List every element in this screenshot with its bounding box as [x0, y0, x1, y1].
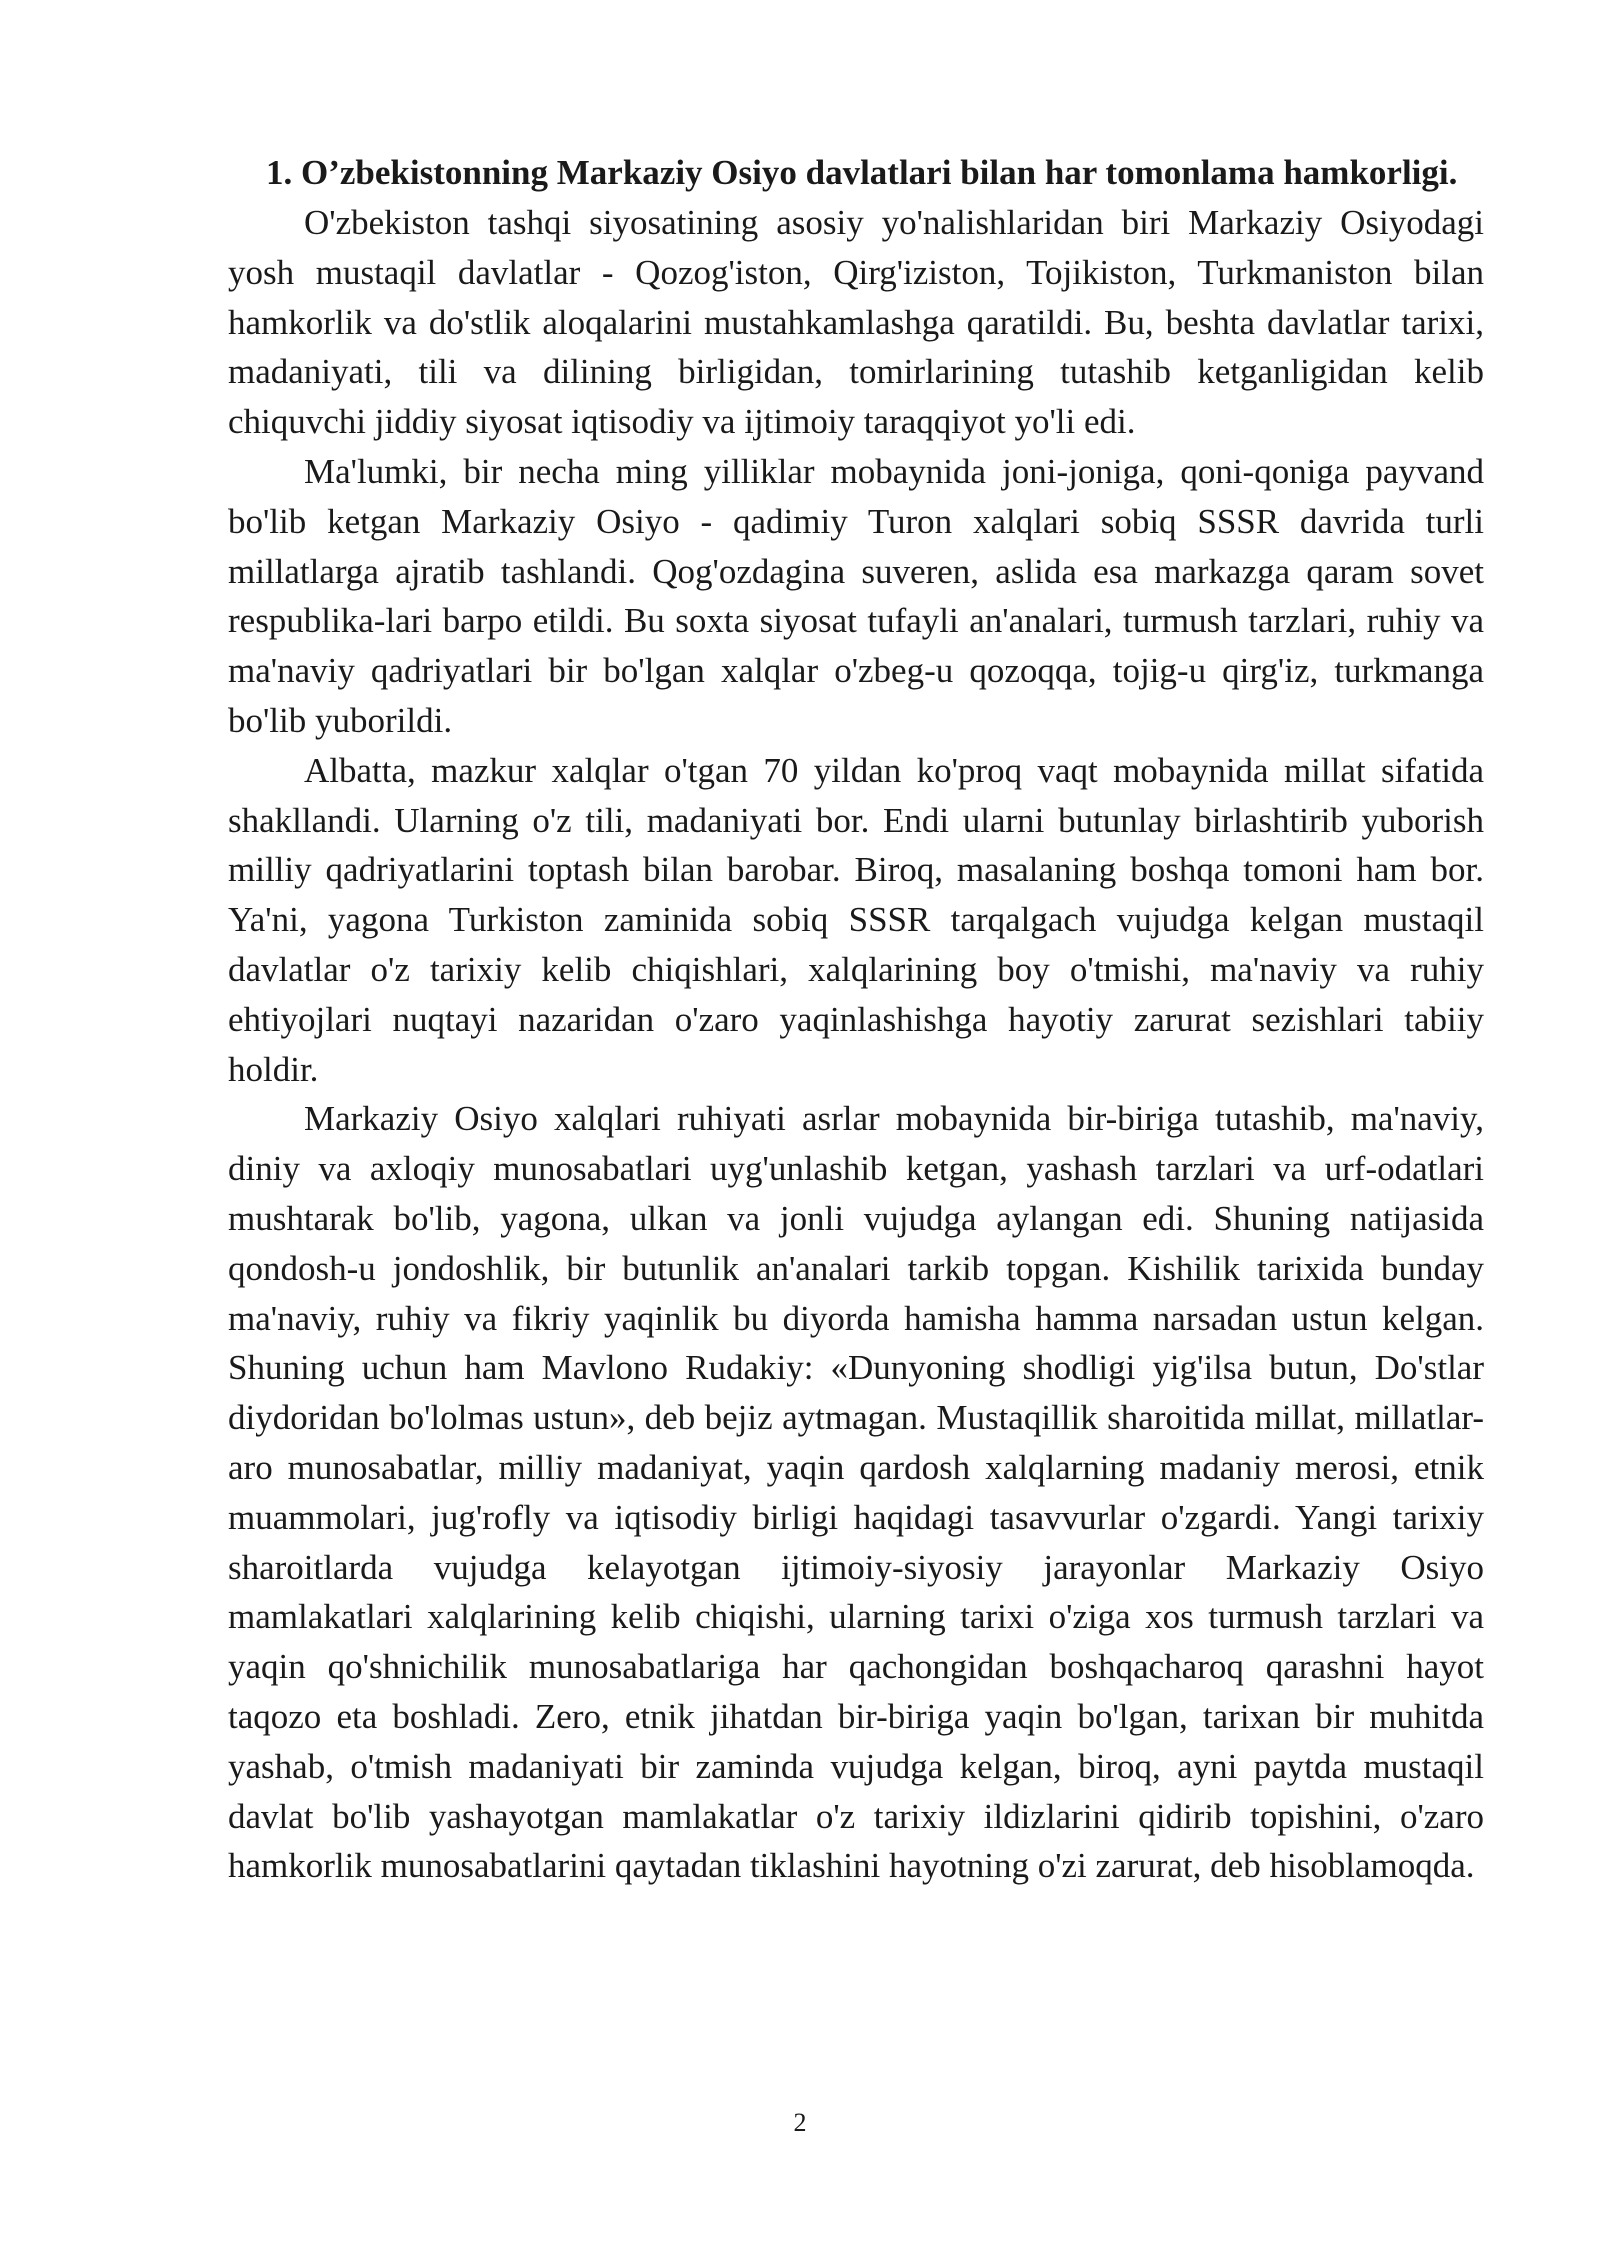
paragraph: O'zbekiston tashqi siyosatining asosiy yo'nalishlaridan biri Markaziy Osiyodagi yosh mustaqil davlatlar - Qozog'iston, Qirg'iziston, Tojikiston, Turkmaniston bilan hamkorlik va do'stlik aloqalarini mustahkamlashga qaratildi. Bu, beshta davlatlar tarixi, madaniyati, tili va dilining birligidan, tomirlarining tutashib ketganligidan kelib chiquvchi jiddiy siyosat iqtisodiy va ijtimoiy taraqqiyot yo'li edi. — [228, 203, 1484, 442]
page-number: 2 — [793, 2108, 807, 2137]
section-heading: 1. O’zbekistonning Markaziy Osiyo davlatlari bilan har tomonlama hamkorligi. — [266, 153, 1458, 192]
document-page — [228, 148, 1484, 1891]
paragraph: Ma'lumki, bir necha ming yilliklar mobaynida joni-joniga, qoni-qoniga payvand bo'lib ketgan Markaziy Osiyo - qadimiy Turon xalqlari sobiq SSSR davrida turli millatlarga ajratib tashlandi. Qog'ozdagina suveren, aslida esa markazga qaram sovet respublika-lari barpo etildi. Bu soxta siyosat tufayli an'analari, turmush tarzlari, ruhiy va ma'naviy qadriyatlari bir bo'lgan xalqlar o'zbeg-u qozoqqa, tojig-u qirg'iz, turkmanga bo'lib yuborildi. — [228, 451, 1484, 740]
paragraph: Markaziy Osiyo xalqlari ruhiyati asrlar mobaynida bir-biriga tutashib, ma'naviy, diniy va axloqiy munosabatlari uyg'unlashib ketgan, yashash tarzlari va urf-odatlari mushtarak bo'lib, yagona, ulkan va jonli vujudga aylangan edi. Shuning natijasida qondosh-u jondoshlik, bir butunlik an'analari tarkib topgan. Kishilik tarixida bunday ma'naviy, ruhiy va fikriy yaqinlik bu diyorda hamisha hamma narsadan ustun kelgan. Shuning uchun ham Mavlono Rudakiy: «Dunyoning shodligi yig'ilsa butun, Do'stlar diydoridan bo'lolmas ustun», deb bejiz aytmagan. Mustaqillik sharoitida millat, millatlar-aro munosabatlar, milliy madaniyat, yaqin qardosh xalqlarning madaniy merosi, etnik muammolari, jug'rofly va iqtisodiy birligi haqidagi tasavvurlar o'zgardi. Yangi tarixiy sharoitlarda vujudga kelayotgan ijtimoiy-siyosiy jarayonlar Markaziy Osiyo mamlakatlari xalqlarining kelib chiqishi, ularning tarixi o'ziga xos turmush tarzlari va yaqin qo'shnichilik munosabatlariga har qachongidan boshqacharoq qarashni hayot taqozo eta boshladi. Zero, etnik jihatdan bir-biriga yaqin bo'lgan, tarixan bir muhitda yashab, o'tmish madaniyati bir zaminda vujudga kelgan, biroq, ayni paytda mustaqil davlat bo'lib yashayotgan mamlakatlar o'z tarixiy ildizlarini qidirib topishini, o'zaro hamkorlik munosabatlarini qaytadan tiklashini hayotning o'zi zarurat, deb hisoblamoqda. — [228, 1099, 1484, 1886]
paragraph: Albatta, mazkur xalqlar o'tgan 70 yildan ko'proq vaqt mobaynida millat sifatida shakllandi. Ularning o'z tili, madaniyati bor. Endi ularni butunlay birlashtirib yuborish milliy qadriyatlarini toptash bilan barobar. Biroq, masalaning boshqa tomoni ham bor. Ya'ni, yagona Turkiston zaminida sobiq SSSR tarqalgach vujudga kelgan mustaqil davlatlar o'z tarixiy kelib chiqishlari, xalqlarining boy o'tmishi, ma'naviy va ruhiy ehtiyojlari nuqtayi nazaridan o'zaro yaqinlashishga hayotiy zarurat sezishlari tabiiy holdir. — [228, 750, 1484, 1089]
